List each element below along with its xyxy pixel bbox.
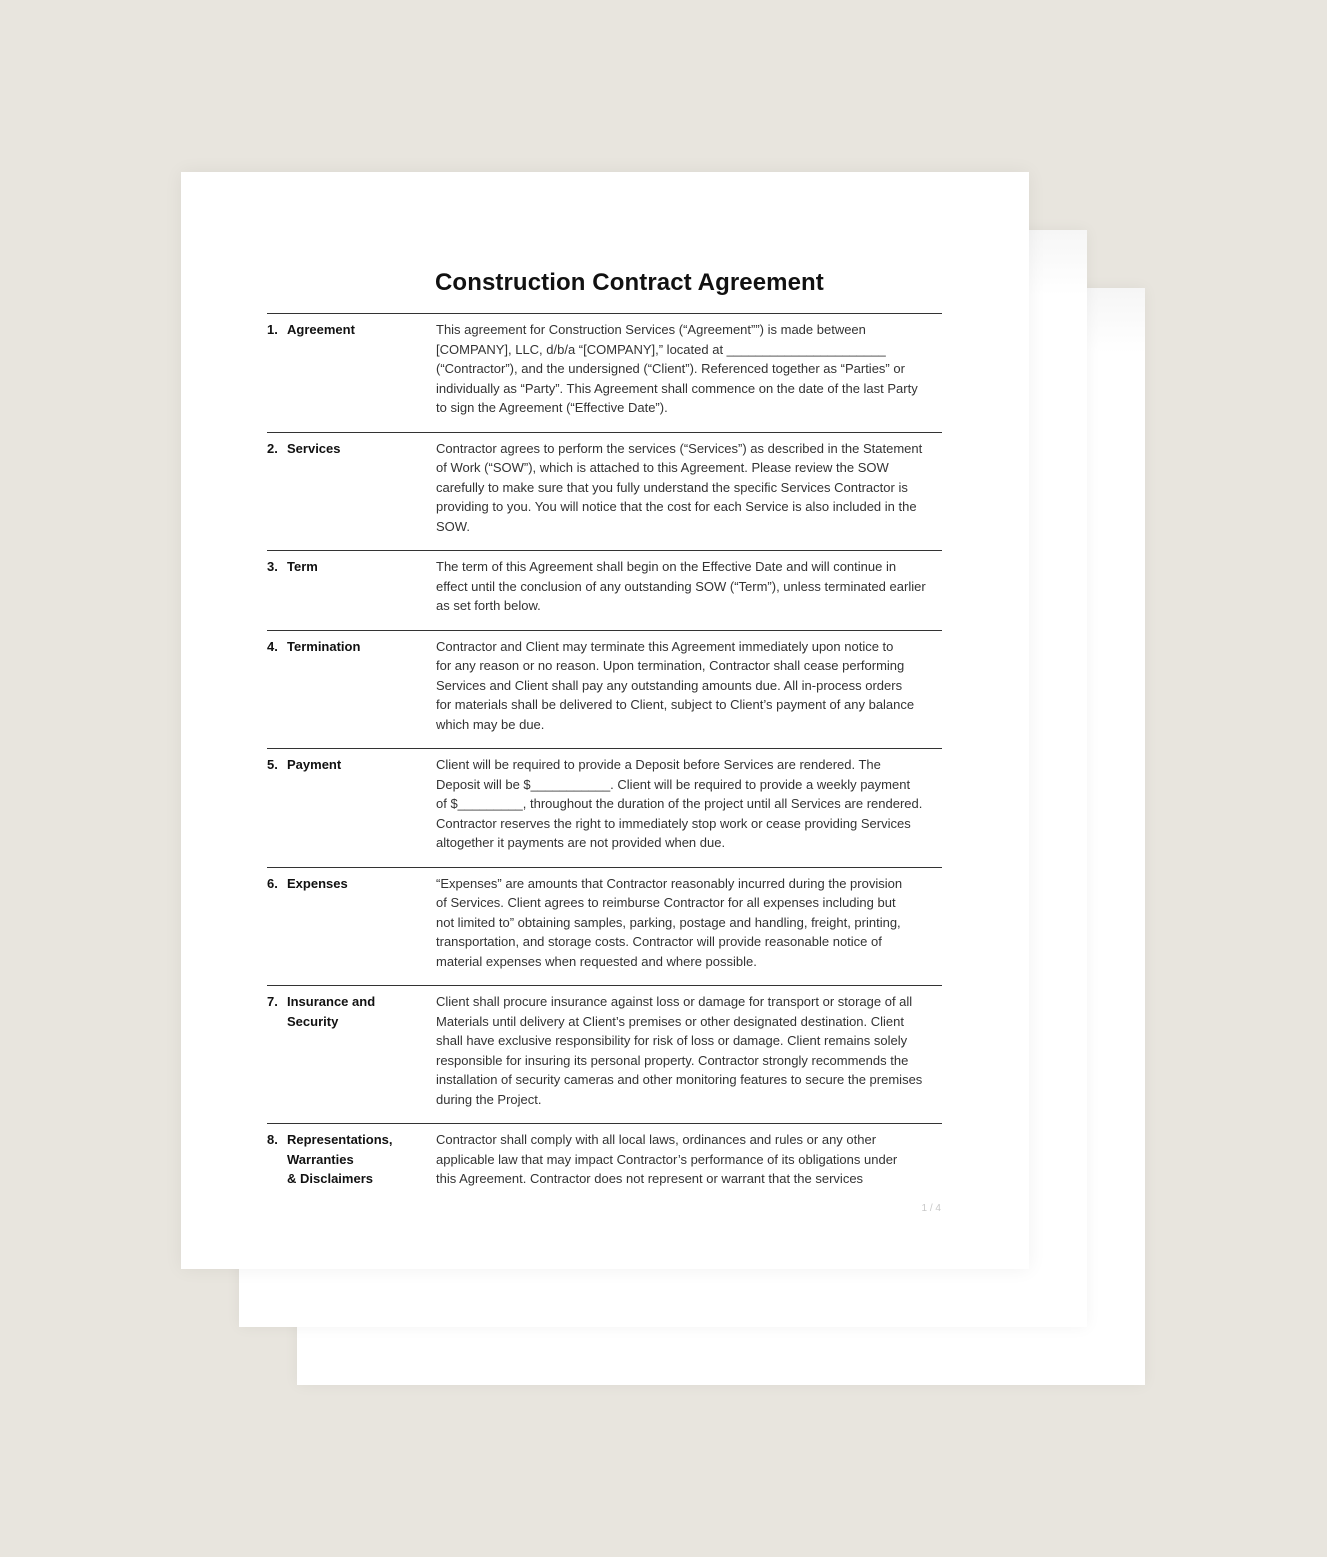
section-termination [267,630,942,749]
section-number: 6. [267,875,278,891]
section-body: Client will be required to provide a Deposit before Services are rendered. The Deposit will be $___________. Client will be required to provide a weekly payment of $_________, throughout the duration of the project until all Services are rendered. Contractor reserves the right to immediately stop work or cease providing Services altogether it payments are not provided when due. [436,757,923,850]
section-heading: Representations, Warranties & Disclaimers [287,1132,393,1186]
section-number: 1. [267,322,278,337]
sections-list [267,313,942,1203]
section-insurance-security [267,985,942,1123]
section-heading: Term [287,559,318,574]
section-number: 3. [267,559,278,574]
section-heading: Insurance and Security [287,994,376,1029]
section-heading: Payment [287,757,342,772]
section-body: “Expenses” are amounts that Contractor reasonably incurred during the provision of Services. Client agrees to reimburse Contractor for all expenses including but not limited to” obtaining samples, parking, postage and handling, freight, printing, transportation, and storage costs. Contractor will provide reasonable notice of material expenses when requested and where possible. [436,875,903,969]
section-representations [267,1123,942,1203]
section-heading: Agreement [287,322,355,337]
section-number: 4. [267,638,278,654]
document-title: Construction Contract Agreement [435,269,824,296]
section-body: Contractor shall comply with all local laws, ordinances and rules or any other applicable law that may impact Contractor’s performance of its obligations under this Agreement. Contractor does not represent or warrant that the services [436,1132,898,1186]
section-number: 2. [267,440,278,456]
section-payment [267,748,942,867]
section-agreement [267,313,942,432]
section-number: 7. [267,994,278,1009]
section-number: 8. [267,1132,278,1147]
section-body: The term of this Agreement shall begin on the Effective Date and will continue in effect until the conclusion of any outstanding SOW (“Term”), unless terminated earlier as set forth below. [436,559,926,613]
section-expenses [267,867,942,986]
section-heading: Termination [287,638,361,654]
section-heading: Services [287,440,341,456]
section-heading: Expenses [287,875,348,891]
section-body: Contractor agrees to perform the services (“Services”) as described in the Statement of Work (“SOW”), which is attached to this Agreement. Please review the SOW carefully to make sure that you fully understand the specific Services Contractor is providing to you. You will notice that the cost for each Service is also included in the SOW. [436,440,923,534]
section-body: This agreement for Construction Services (“Agreement””) is made between [COMPANY], LLC, d/b/a “[COMPANY],” located at ______________________ (“Contractor”), and the undersigned (“Client”). Referenced together as “Parties” or individually as “Party”. This Agreement shall commence on the date of the last Party to sign the Agreement (“Effective Date”). [436,322,918,415]
section-number: 5. [267,757,278,772]
page-indicator: 1 / 4 [921,1203,941,1214]
section-body: Client shall procure insurance against loss or damage for transport or storage of all Materials until delivery at Client’s premises or other designated destination. Client shall have exclusive responsibility for risk of loss or damage. Client remains solely responsible for insuring its personal property. Contractor strongly recommends the installation of security cameras and other monitoring features to secure the premises during the Project. [436,994,923,1107]
section-services [267,432,942,551]
section-body: Contractor and Client may terminate this Agreement immediately upon notice to for any reason or no reason. Upon termination, Contractor shall cease performing Services and Client shall pay any outstanding amounts due. All in-process orders for materials shall be delivered to Client, subject to Client’s payment of any balance which may be due. [436,638,915,732]
section-term [267,550,942,630]
document-page [181,172,1029,1269]
